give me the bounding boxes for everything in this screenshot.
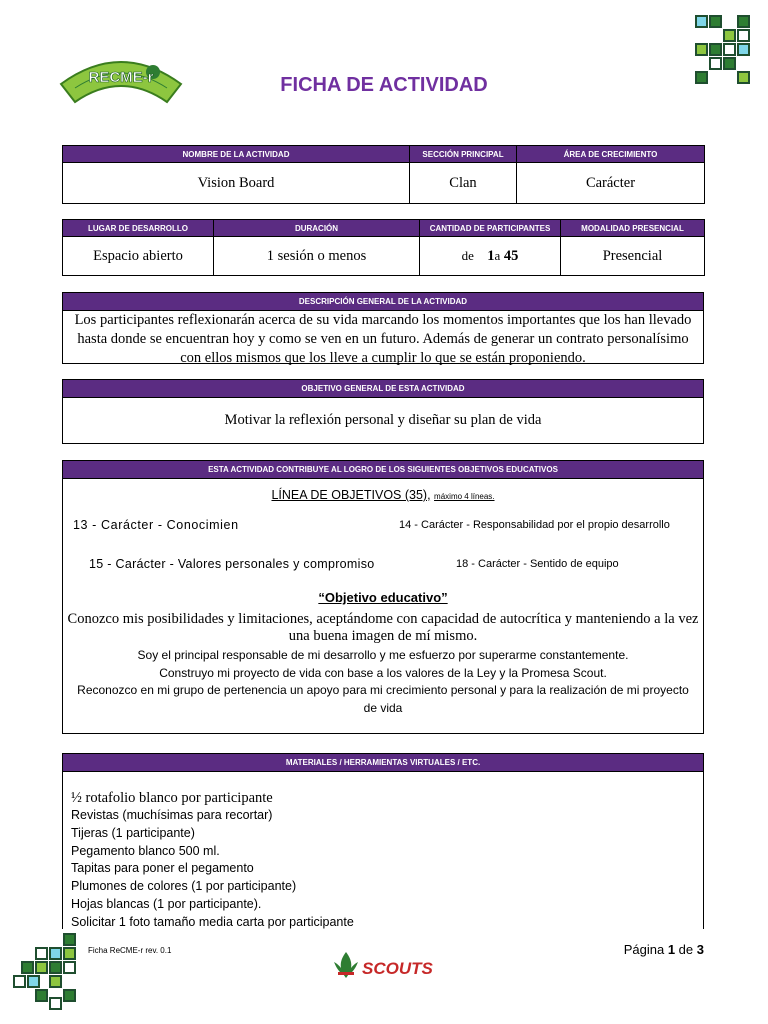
material-item: Plumones de colores (1 por participante) <box>71 879 297 894</box>
objetivo-line-3: Reconozco en mi grupo de pertenencia un apoyo para mi crecimiento personal y para la realización de mi proyecto de vida <box>77 683 689 715</box>
page-title: FICHA DE ACTIVIDAD <box>280 74 488 96</box>
linea-objetivos-note: máximo 4 líneas. <box>434 492 495 501</box>
objetivo-item-13: 13 - Carácter - Conocimien <box>73 518 239 532</box>
header-cantidad: CANTIDAD DE PARTICIPANTES <box>420 220 561 237</box>
header-area: ÁREA DE CRECIMIENTO <box>517 146 705 163</box>
objetivos-educativos-header: ESTA ACTIVIDAD CONTRIBUYE AL LOGRO DE LOS SIGUIENTES OBJETIVOS EDUCATIVOS <box>63 461 703 479</box>
objetivo-item-15: 15 - Carácter - Valores personales y compromiso <box>89 557 375 571</box>
objetivo-text: Motivar la reflexión personal y diseñar su plan de vida <box>224 412 542 428</box>
page-total: 3 <box>696 942 704 957</box>
cantidad-prefix: de <box>461 247 474 263</box>
descripcion-text: Los participantes reflexionarán acerca de su vida marcando los momentos importantes que los han llevado hasta donde se encuentran hoy y como se ven en un futuro. Además de generar un contrato personalísimo con ellos mismos que los lleve a cumplir lo que se están proponiendo. <box>74 312 692 366</box>
objetivo-item-18: 18 - Carácter - Sentido de equipo <box>456 558 619 570</box>
objetivo-educativo-title: “Objetivo educativo” <box>318 590 448 605</box>
material-item: Solicitar 1 foto tamaño media carta por participante <box>71 914 354 929</box>
page-word: Página <box>623 942 665 957</box>
page-of: de <box>678 942 694 957</box>
materiales-header: MATERIALES / HERRAMIENTAS VIRTUALES / ETC. <box>63 754 703 772</box>
objetivos-educativos-section <box>62 460 704 734</box>
nombre-value: Vision Board <box>63 163 410 204</box>
material-item: Tapitas para poner el pegamento <box>71 861 254 876</box>
header-modalidad: MODALIDAD PRESENCIAL <box>561 220 705 237</box>
recme-logo-text: RECME-r <box>88 69 154 86</box>
objetivo-line-1: Soy el principal responsable de mi desarrollo y me esfuerzo por superarme constantemente. <box>137 648 629 662</box>
header-lugar: LUGAR DE DESARROLLO <box>63 220 214 237</box>
page-current: 1 <box>667 942 676 957</box>
modalidad-value: Presencial <box>561 237 705 276</box>
material-item: Hojas blancas (1 por participante). <box>71 896 262 911</box>
pixel-pattern-bottom-icon <box>10 930 82 1012</box>
page-number <box>600 942 704 957</box>
scouts-logo-text: SCOUTS <box>362 959 433 978</box>
activity-info-table <box>62 145 705 204</box>
cantidad-max: 45 <box>503 247 519 264</box>
material-item: Pegamento blanco 500 ml. <box>71 843 220 858</box>
fleur-de-lis-icon <box>334 952 358 978</box>
materiales-section <box>62 753 704 929</box>
material-item: Tijeras (1 participante) <box>71 825 195 840</box>
header-seccion: SECCIÓN PRINCIPAL <box>410 146 517 163</box>
linea-objetivos-title: LÍNEA DE OBJETIVOS (35), <box>271 488 431 502</box>
objetivo-educativo-serif: Conozco mis posibilidades y limitaciones, aceptándome con capacidad de autocrítica y manteniendo a la vez una buena imagen de mí mismo. <box>67 611 699 644</box>
scouts-logo <box>330 948 440 988</box>
objetivo-item-14: 14 - Carácter - Responsabilidad por el propio desarrollo <box>399 519 670 531</box>
cantidad-value <box>420 237 561 276</box>
material-item: Revistas (muchísimas para recortar) <box>71 808 273 822</box>
area-value: Carácter <box>517 163 705 204</box>
material-first: ½ rotafolio blanco por participante <box>71 790 273 806</box>
cantidad-min: 1 <box>487 247 495 264</box>
linea-objetivos-heading <box>63 488 703 502</box>
objetivo-section <box>62 379 704 444</box>
footer-revision: Ficha ReCME-r rev. 0.1 <box>88 946 172 955</box>
descripcion-section <box>62 292 704 364</box>
duracion-value: 1 sesión o menos <box>214 237 420 276</box>
lugar-value: Espacio abierto <box>63 237 214 276</box>
cantidad-mid: a <box>494 247 501 263</box>
header-nombre: NOMBRE DE LA ACTIVIDAD <box>63 146 410 163</box>
seccion-value: Clan <box>410 163 517 204</box>
header-duracion: DURACIÓN <box>214 220 420 237</box>
objetivo-line-2: Construyo mi proyecto de vida con base a los valores de la Ley y la Promesa Scout. <box>159 665 607 680</box>
objetivo-header: OBJETIVO GENERAL DE ESTA ACTIVIDAD <box>63 380 703 398</box>
logistics-table <box>62 219 705 276</box>
objetivo-educativo-lines <box>71 647 695 717</box>
descripcion-header: DESCRIPCIÓN GENERAL DE LA ACTIVIDAD <box>63 293 703 311</box>
